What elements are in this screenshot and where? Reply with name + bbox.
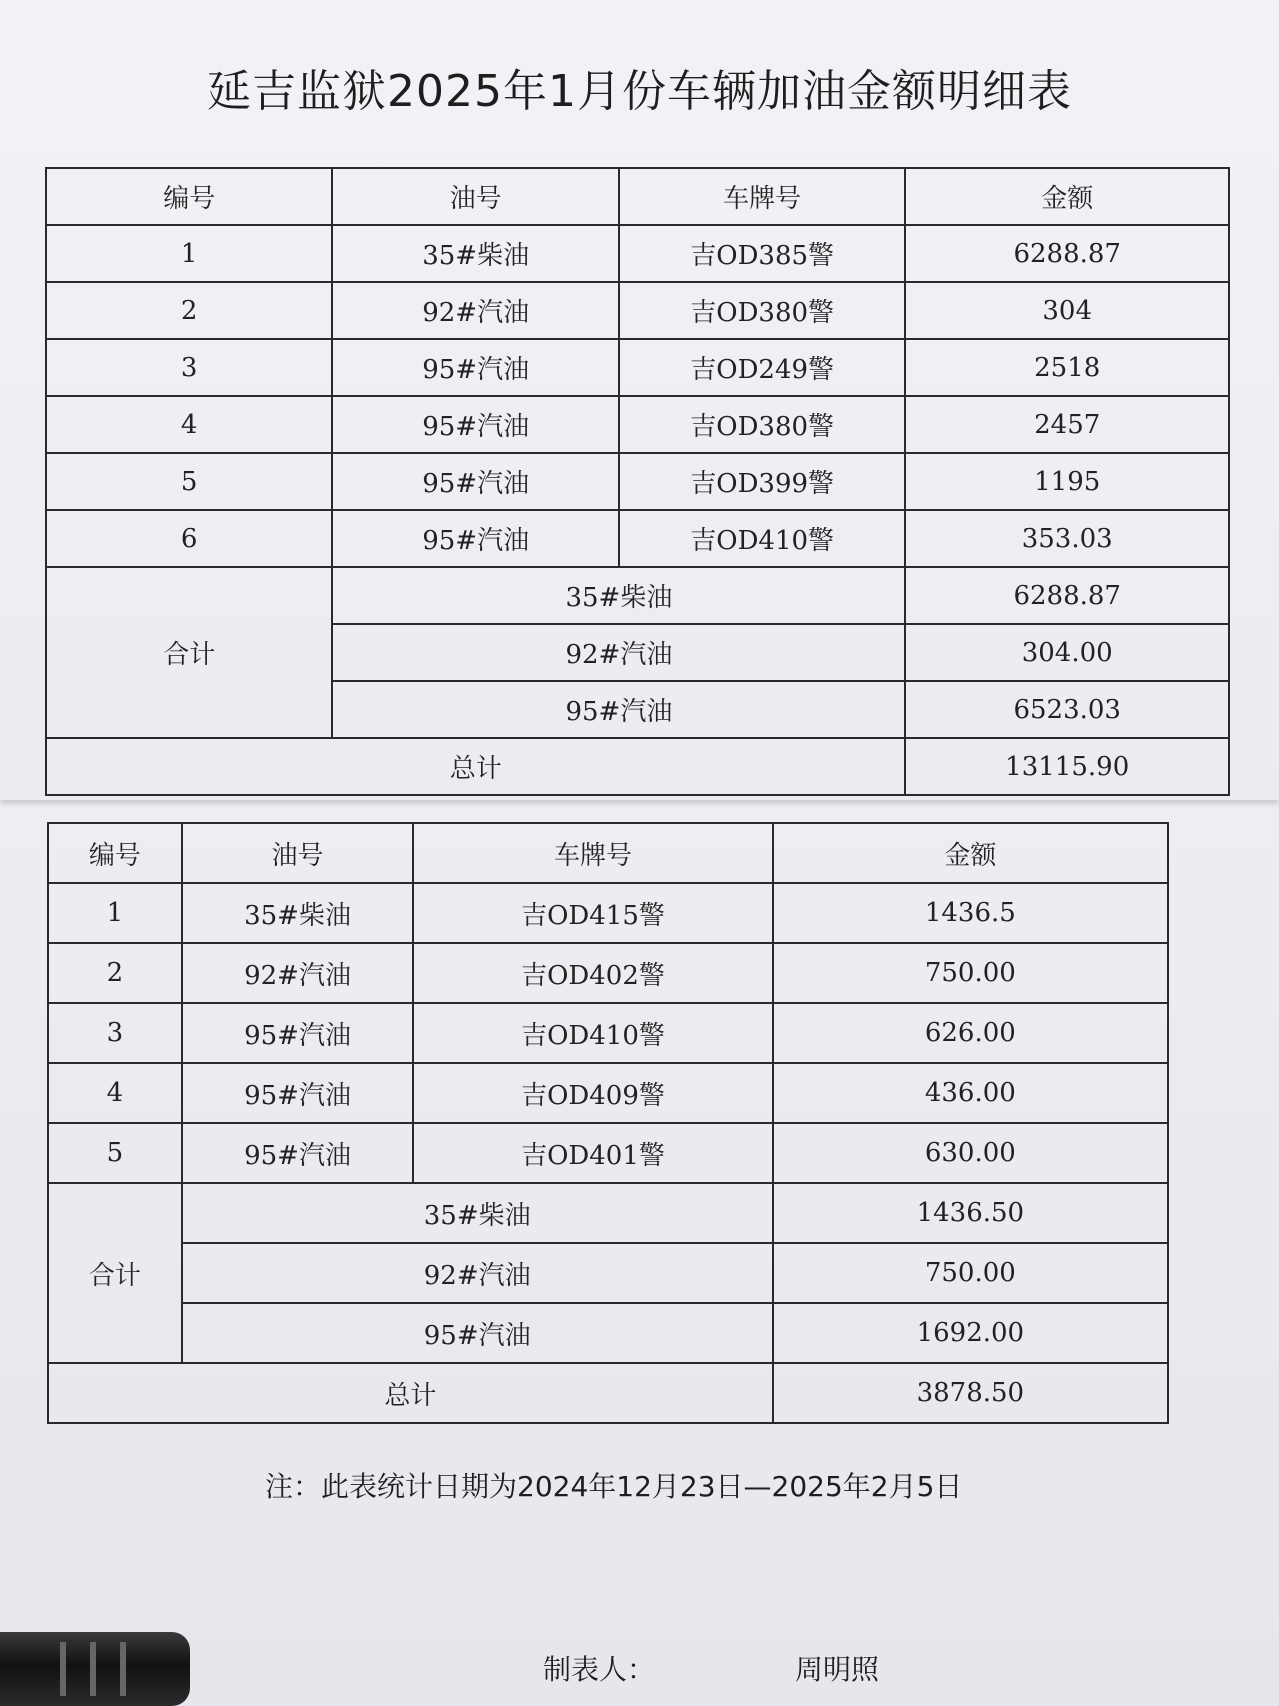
row-number: 4 <box>48 1063 182 1123</box>
row-number: 3 <box>46 339 332 396</box>
table-row <box>46 453 1229 510</box>
subtotal-amount: 6523.03 <box>905 681 1229 738</box>
date-range-note: 注：此表统计日期为2024年12月23日—2025年2月5日 <box>265 1470 963 1503</box>
row-amount: 630.00 <box>773 1123 1168 1183</box>
row-fuel: 95#汽油 <box>332 396 618 453</box>
row-number: 5 <box>46 453 332 510</box>
subtotal-fuel: 95#汽油 <box>332 681 905 738</box>
row-amount: 2457 <box>905 396 1229 453</box>
total-row <box>46 738 1229 795</box>
row-plate: 吉OD380警 <box>619 282 906 339</box>
pen-object <box>0 1632 190 1706</box>
subtotal-row <box>46 567 1229 624</box>
table-row <box>46 225 1229 282</box>
row-fuel: 95#汽油 <box>332 453 618 510</box>
row-amount: 353.03 <box>905 510 1229 567</box>
table-row <box>46 510 1229 567</box>
table-row <box>48 1003 1168 1063</box>
subtotal-row <box>48 1303 1168 1363</box>
paper-sheet-top <box>0 0 1279 800</box>
row-plate: 吉OD410警 <box>619 510 906 567</box>
row-fuel: 92#汽油 <box>332 282 618 339</box>
pen-ridge <box>120 1642 126 1696</box>
total-label: 总计 <box>46 738 905 795</box>
row-amount: 750.00 <box>773 943 1168 1003</box>
table-row <box>46 396 1229 453</box>
subtotal-label: 合计 <box>48 1183 182 1363</box>
table-row <box>48 1123 1168 1183</box>
row-fuel: 95#汽油 <box>182 1063 414 1123</box>
subtotal-amount: 304.00 <box>905 624 1229 681</box>
row-plate: 吉OD415警 <box>413 883 772 943</box>
row-number: 6 <box>46 510 332 567</box>
document-title: 延吉监狱2025年1月份车辆加油金额明细表 <box>207 66 1072 117</box>
subtotal-row <box>48 1183 1168 1243</box>
prepared-by-line <box>543 1648 879 1688</box>
row-amount: 2518 <box>905 339 1229 396</box>
row-number: 2 <box>46 282 332 339</box>
prepared-by-name: 周明照 <box>795 1653 880 1686</box>
prepared-by-label: 制表人： <box>543 1653 656 1686</box>
header-number: 编号 <box>48 823 182 883</box>
fuel-expense-table-1 <box>45 167 1230 796</box>
subtotal-fuel: 95#汽油 <box>182 1303 773 1363</box>
fuel-expense-table-2 <box>47 822 1169 1424</box>
table-row <box>48 943 1168 1003</box>
row-number: 1 <box>48 883 182 943</box>
row-plate: 吉OD409警 <box>413 1063 772 1123</box>
row-amount: 1195 <box>905 453 1229 510</box>
row-fuel: 95#汽油 <box>332 510 618 567</box>
table-row <box>46 282 1229 339</box>
subtotal-fuel: 92#汽油 <box>182 1243 773 1303</box>
row-amount: 626.00 <box>773 1003 1168 1063</box>
row-plate: 吉OD380警 <box>619 396 906 453</box>
header-fuel-grade: 油号 <box>332 168 618 225</box>
header-number: 编号 <box>46 168 332 225</box>
subtotal-amount: 1436.50 <box>773 1183 1168 1243</box>
row-amount: 304 <box>905 282 1229 339</box>
subtotal-row <box>48 1243 1168 1303</box>
header-amount: 金额 <box>905 168 1229 225</box>
row-plate: 吉OD385警 <box>619 225 906 282</box>
header-plate-number: 车牌号 <box>619 168 906 225</box>
row-fuel: 35#柴油 <box>332 225 618 282</box>
table-row <box>48 883 1168 943</box>
row-number: 2 <box>48 943 182 1003</box>
row-plate: 吉OD410警 <box>413 1003 772 1063</box>
subtotal-amount: 6288.87 <box>905 567 1229 624</box>
subtotal-amount: 1692.00 <box>773 1303 1168 1363</box>
row-plate: 吉OD401警 <box>413 1123 772 1183</box>
header-fuel-grade: 油号 <box>182 823 414 883</box>
header-amount: 金额 <box>773 823 1168 883</box>
total-amount: 3878.50 <box>773 1363 1168 1423</box>
row-amount: 436.00 <box>773 1063 1168 1123</box>
row-amount: 1436.5 <box>773 883 1168 943</box>
table2-body <box>48 823 1168 1423</box>
subtotal-fuel: 35#柴油 <box>182 1183 773 1243</box>
row-plate: 吉OD402警 <box>413 943 772 1003</box>
row-number: 4 <box>46 396 332 453</box>
total-label: 总计 <box>48 1363 773 1423</box>
subtotal-fuel: 92#汽油 <box>332 624 905 681</box>
table-header-row <box>46 168 1229 225</box>
row-fuel: 95#汽油 <box>182 1123 414 1183</box>
row-number: 5 <box>48 1123 182 1183</box>
header-plate-number: 车牌号 <box>413 823 772 883</box>
total-amount: 13115.90 <box>905 738 1229 795</box>
subtotal-label: 合计 <box>46 567 332 738</box>
table-row <box>46 339 1229 396</box>
pen-ridge <box>60 1642 66 1696</box>
row-plate: 吉OD249警 <box>619 339 906 396</box>
subtotal-amount: 750.00 <box>773 1243 1168 1303</box>
subtotal-fuel: 35#柴油 <box>332 567 905 624</box>
table-row <box>48 1063 1168 1123</box>
total-row <box>48 1363 1168 1423</box>
row-plate: 吉OD399警 <box>619 453 906 510</box>
row-number: 3 <box>48 1003 182 1063</box>
row-number: 1 <box>46 225 332 282</box>
table-header-row <box>48 823 1168 883</box>
row-fuel: 95#汽油 <box>182 1003 414 1063</box>
row-fuel: 95#汽油 <box>332 339 618 396</box>
pen-ridge <box>90 1642 96 1696</box>
row-fuel: 92#汽油 <box>182 943 414 1003</box>
table1-body <box>46 168 1229 795</box>
row-amount: 6288.87 <box>905 225 1229 282</box>
row-fuel: 35#柴油 <box>182 883 414 943</box>
